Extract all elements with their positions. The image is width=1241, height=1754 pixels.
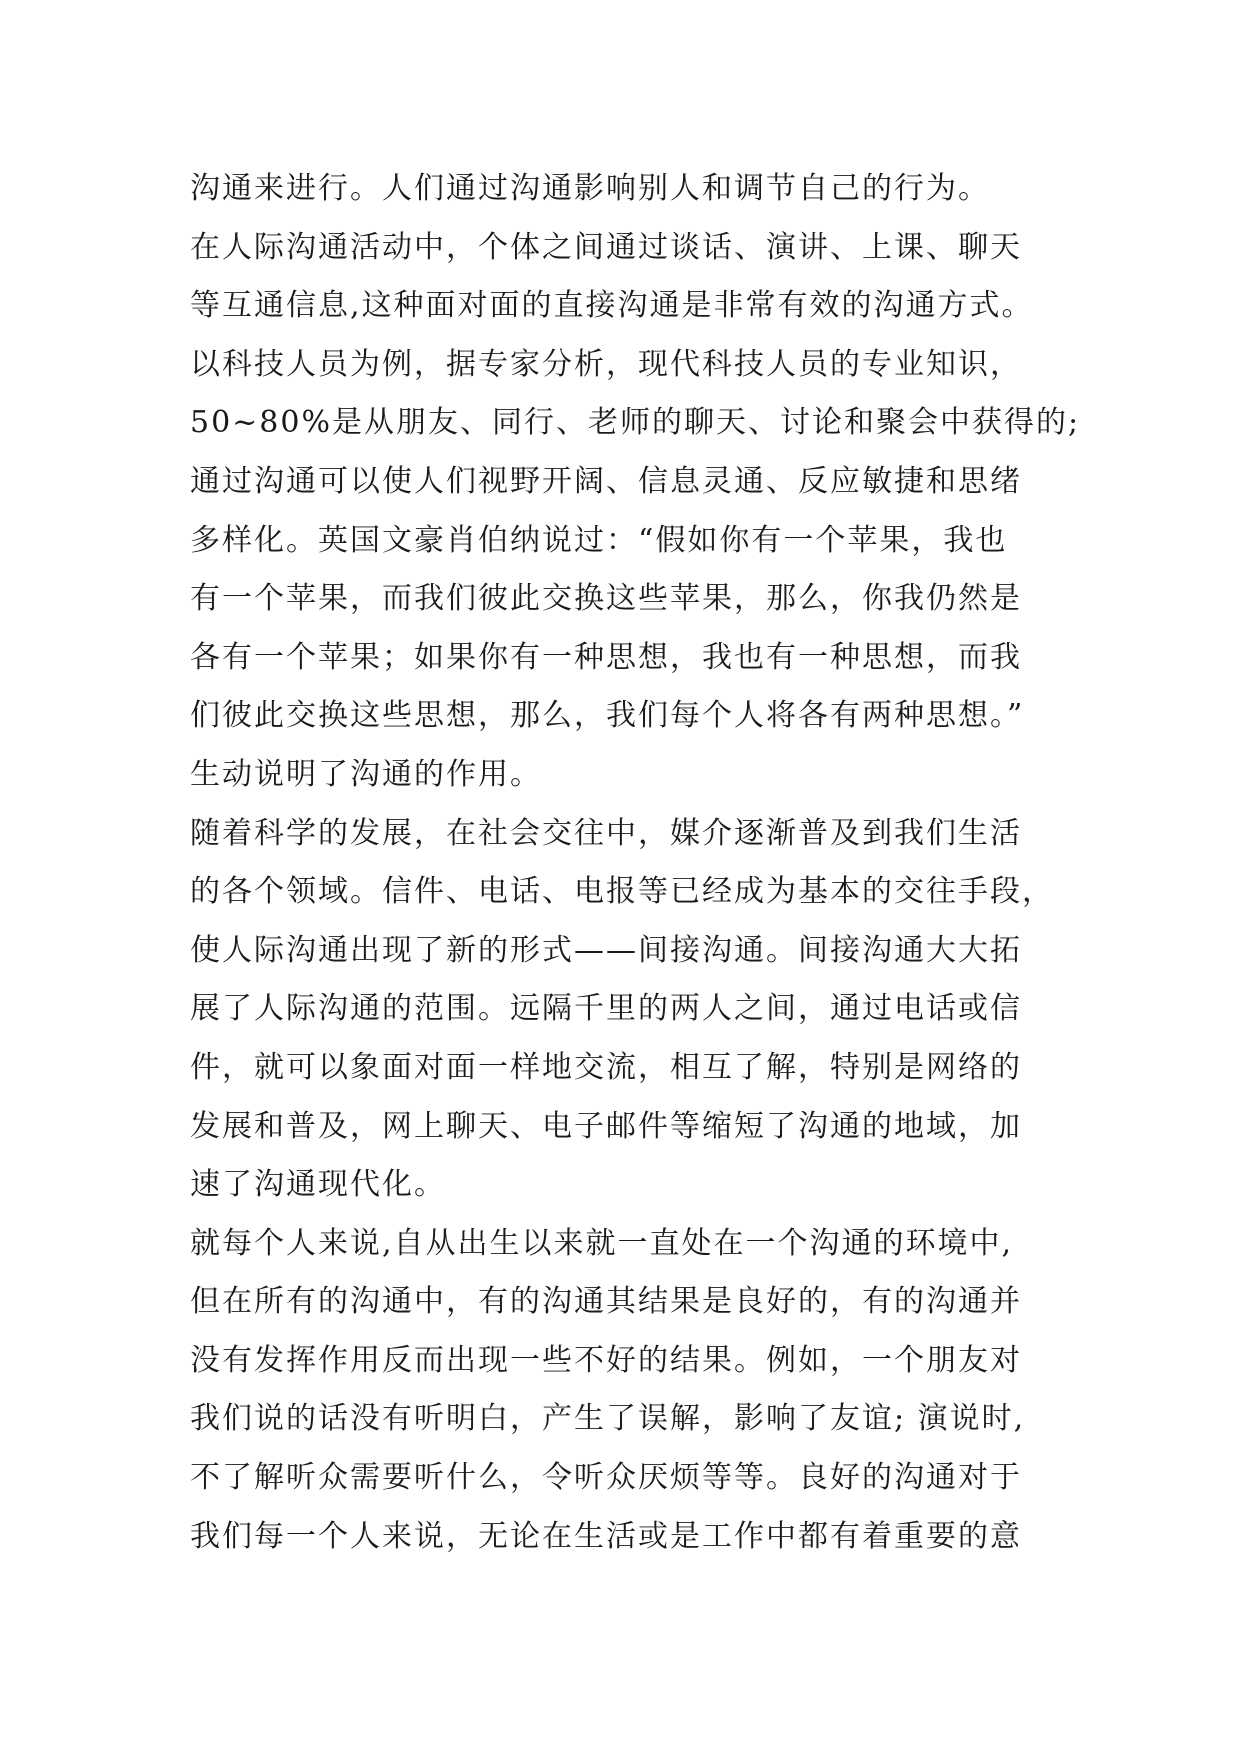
text-line: 各有一个苹果；如果你有一种思想，我也有一种思想，而我	[190, 639, 1022, 675]
text-line: 的各个领域。信件、电话、电报等已经成为基本的交往手段，	[190, 874, 1054, 910]
text-line: 等互通信息,这种面对面的直接沟通是非常有效的沟通方式。	[190, 288, 1034, 324]
text-line: 展了人际沟通的范围。远隔千里的两人之间，通过电话或信	[190, 991, 1022, 1027]
text-line: 50~80%是从朋友、同行、老师的聊天、讨论和聚会中获得的;	[190, 405, 1081, 441]
text-line: 件，就可以象面对面一样地交流，相互了解，特别是网络的	[190, 1049, 1022, 1085]
text-line: 我们说的话没有听明白，产生了误解，影响了友谊; 演说时,	[190, 1401, 1026, 1437]
text-line: 发展和普及，网上聊天、电子邮件等缩短了沟通的地域，加	[190, 1108, 1022, 1144]
text-line: 就每个人来说,自从出生以来就一直处在一个沟通的环境中,	[190, 1225, 1014, 1261]
text-line: 通过沟通可以使人们视野开阔、信息灵通、反应敏捷和思绪	[190, 463, 1022, 499]
text-line: 使人际沟通出现了新的形式——间接沟通。间接沟通大大拓	[190, 932, 1022, 968]
text-line: 生动说明了沟通的作用。	[190, 756, 542, 792]
text-line: 多样化。英国文豪肖伯纳说过：“假如你有一个苹果，我也	[190, 522, 1008, 558]
text-line: 速了沟通现代化。	[190, 1167, 446, 1203]
text-line: 我们每一个人来说，无论在生活或是工作中都有着重要的意	[190, 1518, 1022, 1554]
text-line: 不了解听众需要听什么，令听众厌烦等等。良好的沟通对于	[190, 1460, 1022, 1496]
text-line: 没有发挥作用反而出现一些不好的结果。例如，一个朋友对	[190, 1342, 1022, 1378]
text-line: 沟通来进行。人们通过沟通影响别人和调节自己的行为。	[190, 171, 990, 206]
text-line: 有一个苹果，而我们彼此交换这些苹果，那么，你我仍然是	[190, 581, 1022, 617]
body-text	[190, 160, 1090, 1566]
text-line: 以科技人员为例，据专家分析，现代科技人员的专业知识，	[190, 346, 1022, 382]
text-line: 们彼此交换这些思想，那么，我们每个人将各有两种思想。”	[190, 698, 1025, 734]
text-line: 在人际沟通活动中，个体之间通过谈话、演讲、上课、聊天	[190, 229, 1022, 265]
text-line: 但在所有的沟通中，有的沟通其结果是良好的，有的沟通并	[190, 1284, 1022, 1320]
text-line: 随着科学的发展，在社会交往中，媒介逐渐普及到我们生活	[190, 815, 1022, 851]
